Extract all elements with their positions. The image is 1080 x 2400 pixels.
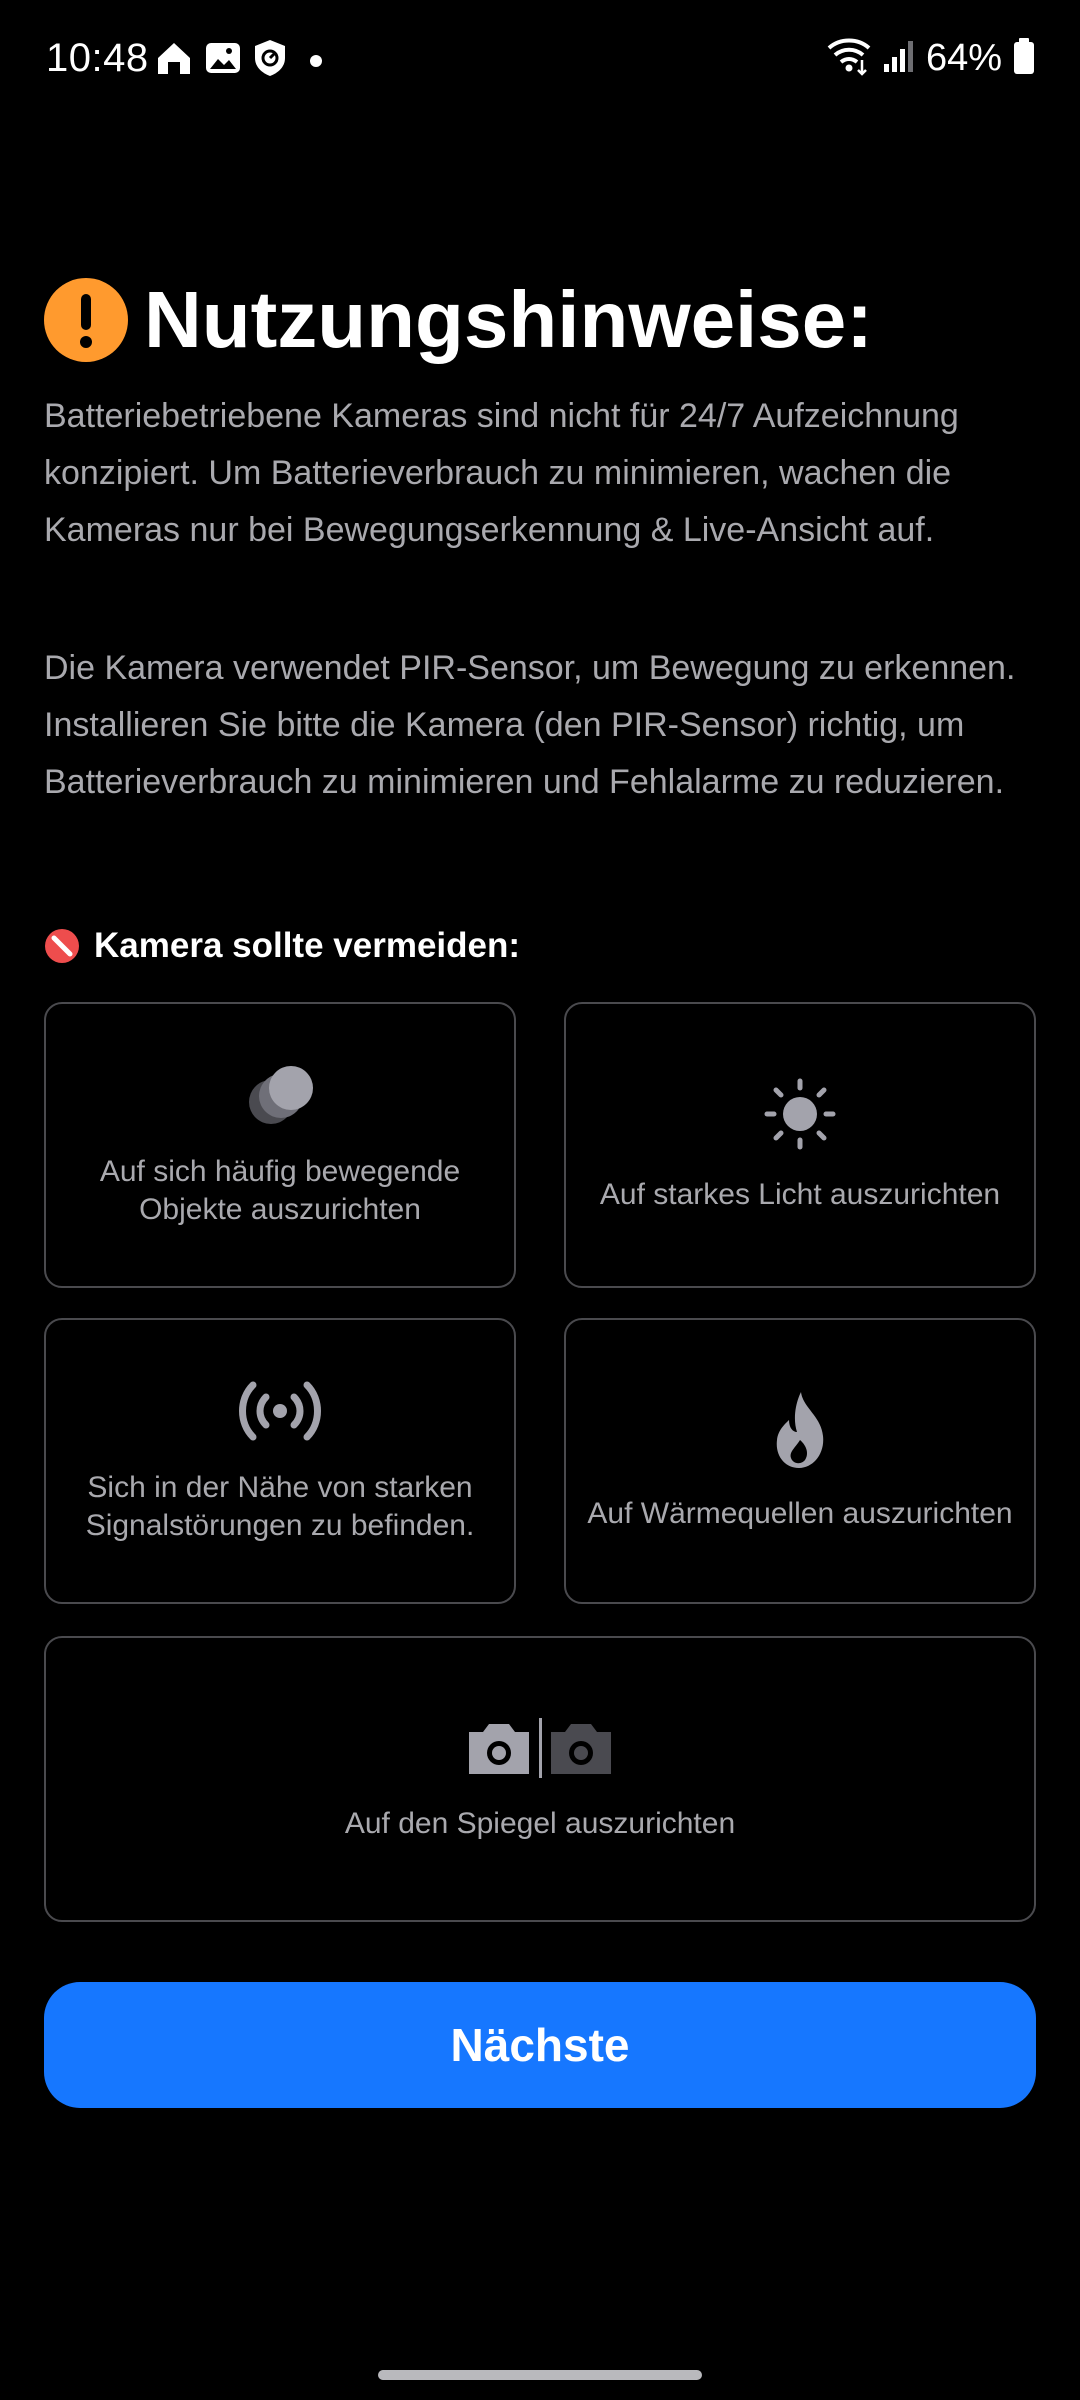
avoid-heading-row xyxy=(44,926,520,966)
avoid-card-label: Auf starkes Licht auszurichten xyxy=(599,1177,1001,1211)
avoid-card-label: Sich in der Nähe von starken Signalstörungen zu befinden. xyxy=(85,1470,475,1542)
battery-icon xyxy=(1012,37,1036,80)
signal-interference-icon xyxy=(233,1378,327,1449)
home-icon xyxy=(154,38,194,83)
page-title: Nutzungshinweise: xyxy=(144,275,873,364)
ban-icon xyxy=(44,928,80,964)
status-icons-right xyxy=(826,36,1036,81)
moving-objects-icon xyxy=(243,1062,317,1133)
avoid-card-heat-sources xyxy=(564,1318,1036,1604)
avoid-card-strong-light xyxy=(564,1002,1036,1288)
status-bar xyxy=(0,0,1080,120)
sun-icon xyxy=(763,1077,837,1156)
flame-icon xyxy=(767,1390,833,1475)
avoid-card-moving-objects xyxy=(44,1002,516,1288)
warning-icon xyxy=(44,278,128,362)
home-indicator[interactable] xyxy=(378,2370,702,2380)
avoid-heading: Kamera sollte vermeiden: xyxy=(94,926,521,965)
avoid-card-label: Auf sich häufig bewegende Objekte auszurichten xyxy=(99,1154,461,1226)
avoid-card-mirror xyxy=(44,1636,1036,1922)
notification-dot-icon xyxy=(310,55,322,67)
status-time: 10:48 xyxy=(46,36,149,80)
avoid-card-label: Auf Wärmequellen auszurichten xyxy=(587,1496,1013,1530)
battery-percent: 64% xyxy=(925,37,1002,79)
next-button[interactable]: Nächste xyxy=(44,1982,1036,2108)
shield-icon xyxy=(252,38,288,83)
status-icons-left xyxy=(154,38,322,83)
mirror-camera-icon xyxy=(465,1716,615,1785)
info-paragraph-battery: Batteriebetriebene Kameras sind nicht für 24/7 Aufzeichnung konzipiert. Um Batterieverbrauch zu minimieren, wachen die Kameras nur bei Bewegungserkennung & Live-Ansicht auf. xyxy=(44,397,959,549)
signal-icon xyxy=(882,38,916,79)
gallery-icon xyxy=(204,39,242,82)
avoid-card-label: Auf den Spiegel auszurichten xyxy=(344,1806,736,1840)
avoid-card-signal-interference xyxy=(44,1318,516,1604)
wifi-icon xyxy=(826,36,872,81)
title-row xyxy=(44,275,873,364)
info-paragraph-pir: Die Kamera verwendet PIR-Sensor, um Bewegung zu erkennen. Installieren Sie bitte die Kamera (den PIR-Sensor) richtig, um Batterieverbrauch zu minimieren und Fehlalarme zu reduzieren. xyxy=(44,649,1016,801)
